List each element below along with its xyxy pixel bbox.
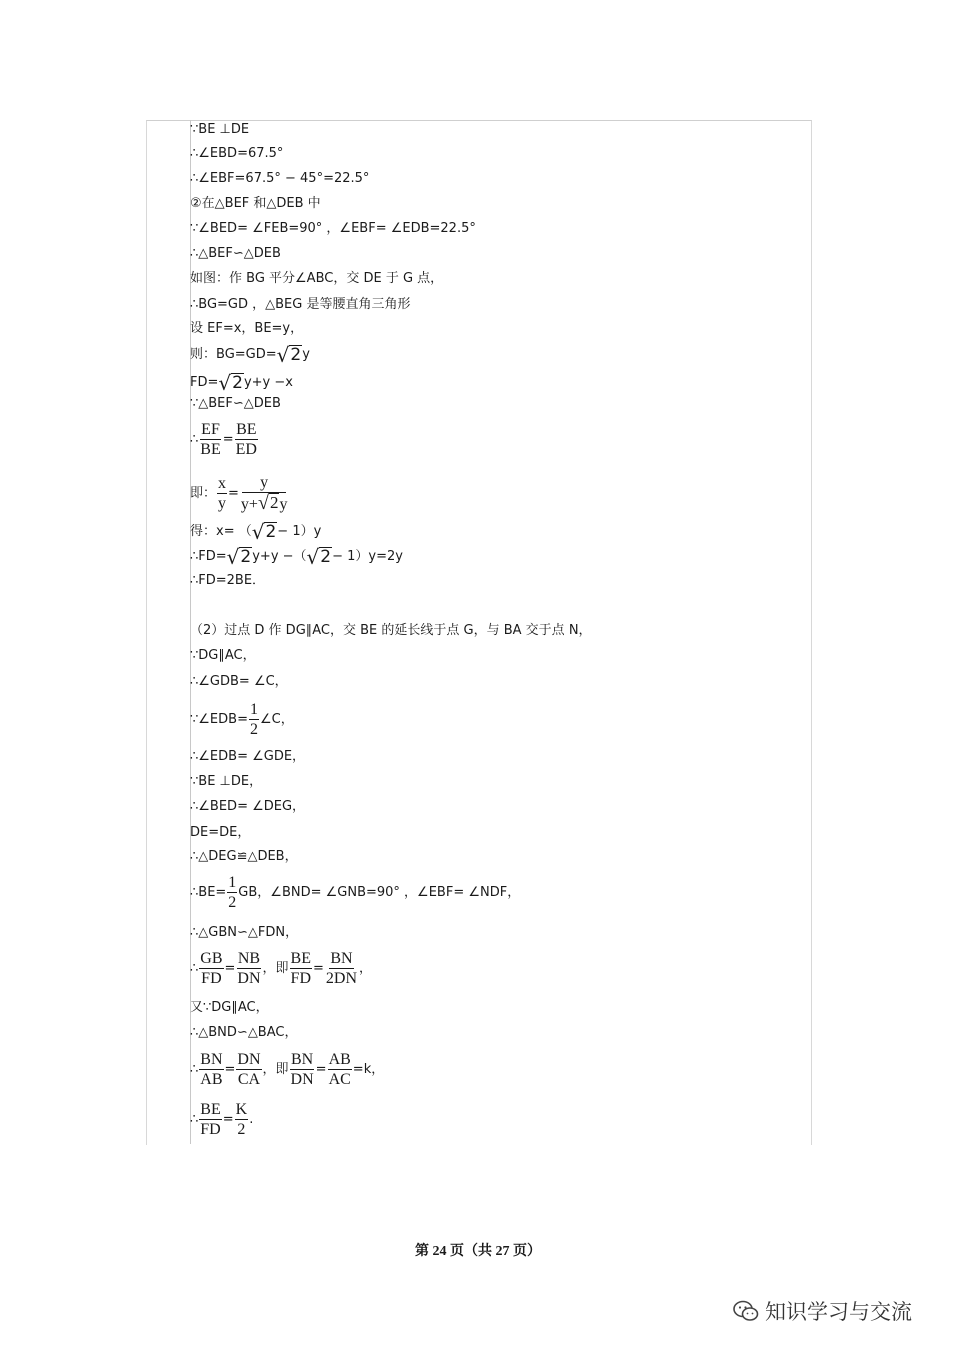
text-line	[190, 320, 303, 338]
line-text: .	[249, 1111, 254, 1127]
line-text: ∴	[190, 1061, 199, 1077]
radicand: 2	[269, 493, 279, 512]
text-line	[190, 622, 592, 640]
line-text: ∴∠EBF=67.5° − 45°=22.5°	[190, 171, 370, 186]
line-text: − 1）y=2y	[332, 548, 403, 564]
equals-sign: =	[222, 431, 234, 447]
line-text: ∴△DEG≌△DEB，	[190, 849, 298, 864]
sqrt-expression: √ 2	[276, 343, 302, 367]
numerator: AB	[328, 1051, 351, 1068]
numerator: NB	[237, 950, 261, 967]
text-line	[190, 572, 265, 590]
fraction	[236, 949, 261, 988]
radicand: 2	[290, 345, 302, 365]
numerator: BE	[200, 1101, 221, 1118]
fraction	[240, 473, 289, 514]
radicand: 2	[240, 547, 252, 567]
fraction	[328, 1050, 352, 1089]
equals-sign: =	[228, 485, 239, 501]
line-text: y+y −（	[252, 548, 307, 564]
equals-sign: =	[222, 1111, 234, 1127]
numerator: BN	[200, 1051, 223, 1068]
line-text: 如图：作 BG 平分∠ABC，交 DE 于 G 点，	[190, 271, 444, 286]
fraction	[290, 1050, 315, 1089]
denominator: 2	[237, 1121, 246, 1138]
fraction	[235, 420, 258, 459]
watermark	[733, 1296, 912, 1326]
text-line	[190, 848, 298, 866]
text-line	[190, 700, 294, 739]
denominator-part: y	[279, 496, 288, 513]
denominator-part: y+	[240, 496, 258, 513]
line-text: =k，	[352, 1061, 385, 1077]
line-text: ，即	[262, 960, 289, 976]
text-line	[190, 371, 293, 395]
page-footer: 第 24 页（共 27 页）	[415, 1244, 541, 1259]
fraction	[199, 1100, 221, 1139]
numerator: EF	[201, 421, 220, 438]
line-text: ∴∠EBD=67.5°	[190, 146, 284, 161]
radicand: 2	[232, 373, 243, 393]
line-text: ∴	[190, 431, 199, 447]
text-line	[190, 145, 283, 163]
denominator: FD	[200, 1121, 221, 1138]
fraction	[325, 949, 358, 988]
fraction	[236, 1050, 261, 1089]
text-line	[190, 296, 410, 314]
line-text: ∴△GBN∽△FDN，	[190, 925, 299, 940]
line-text: ∴∠GDB= ∠C，	[190, 674, 288, 689]
sqrt-expression: √ 2	[257, 492, 279, 514]
denominator	[240, 493, 289, 514]
fraction	[227, 873, 237, 912]
equals-sign: =	[224, 960, 236, 976]
equals-sign: =	[224, 1061, 236, 1077]
line-text: FD=	[190, 374, 219, 390]
line-text: y	[302, 346, 310, 362]
equals-sign: =	[313, 960, 324, 976]
line-text: ∵∠BED= ∠FEB=90° ，∠EBF= ∠EDB=22.5°	[190, 221, 476, 236]
fraction	[290, 949, 312, 988]
numerator: BE	[290, 950, 311, 967]
denominator: AB	[200, 1071, 223, 1088]
line-text: ，	[359, 960, 373, 976]
numerator: BE	[236, 421, 257, 438]
line-text: ∴△BEF∽△DEB	[190, 246, 281, 261]
watermark-text: 知识学习与交流	[765, 1300, 912, 1324]
line-text: 又∵DG∥AC，	[190, 1000, 269, 1015]
line-text: ∵BE ⊥DE	[190, 122, 250, 137]
line-text: （2）过点 D 作 DG∥AC，交 BE 的延长线于点 G，与 BA 交于点 N，	[190, 623, 592, 638]
numerator: DN	[237, 1051, 261, 1068]
text-line	[190, 343, 310, 367]
text-line	[190, 245, 281, 263]
denominator: y	[218, 495, 227, 512]
numerator: 1	[249, 701, 258, 718]
line-text: ∴FD=	[190, 548, 227, 564]
text-line	[190, 824, 250, 842]
fraction	[235, 1100, 249, 1139]
numerator: x	[218, 475, 227, 492]
fraction	[199, 420, 221, 459]
line-text: 设 EF=x，BE=y，	[190, 321, 304, 336]
line-text: ，即	[262, 1061, 289, 1077]
text-line	[190, 170, 369, 188]
denominator: 2	[228, 894, 237, 911]
line-text: ∴BE=	[190, 884, 227, 900]
numerator: BN	[290, 1051, 314, 1068]
text-line	[190, 798, 305, 816]
line-text: DE=DE，	[190, 825, 251, 840]
line-text: ∵BE ⊥DE，	[190, 774, 263, 789]
radicand: 2	[265, 522, 277, 542]
sqrt-expression: √ 2	[218, 371, 243, 395]
line-text: y+y −x	[243, 374, 293, 390]
line-text: ∴FD=2BE．	[190, 573, 266, 588]
text-line	[190, 924, 298, 942]
text-line	[190, 949, 372, 988]
line-text: ∠C，	[259, 711, 294, 727]
line-text: ∵DG∥AC，	[190, 648, 256, 663]
equals-sign: =	[315, 1061, 327, 1077]
numerator: BN	[330, 950, 353, 967]
denominator: BE	[200, 441, 221, 458]
fraction	[217, 474, 227, 513]
text-line	[190, 999, 269, 1017]
wechat-icon	[733, 1300, 759, 1322]
text-line	[190, 545, 403, 569]
text-line	[190, 220, 476, 238]
numerator: 1	[228, 874, 237, 891]
radicand: 2	[320, 547, 332, 567]
text-line	[190, 647, 256, 665]
line-text: ∴BG=GD ，△BEG 是等腰直角三角形	[190, 297, 411, 312]
line-text: ∴△BND∽△BAC，	[190, 1025, 298, 1040]
text-line	[190, 773, 262, 791]
text-line	[190, 673, 288, 691]
sqrt-expression: √ 2	[306, 545, 332, 569]
text-line	[190, 420, 259, 459]
fraction	[199, 1050, 223, 1089]
line-text: ∴	[190, 1111, 199, 1127]
text-line	[190, 1100, 253, 1139]
line-text: ∴∠BED= ∠DEG，	[190, 799, 306, 814]
numerator: y	[242, 473, 286, 493]
numerator: K	[235, 1101, 248, 1118]
denominator: AC	[328, 1071, 351, 1088]
denominator: DN	[290, 1071, 314, 1088]
fraction	[199, 949, 223, 988]
line-text: ∴∠EDB= ∠GDE，	[190, 749, 306, 764]
denominator: 2	[249, 721, 258, 738]
line-text: GB，∠BND= ∠GNB=90° ，∠EBF= ∠NDF，	[238, 884, 521, 900]
denominator: CA	[237, 1071, 261, 1088]
text-line	[190, 473, 289, 514]
line-text: 则：BG=GD=	[190, 346, 277, 362]
text-line	[190, 270, 443, 288]
line-text: ∴	[190, 960, 199, 976]
denominator: FD	[201, 970, 222, 987]
line-text: 即：	[190, 485, 217, 501]
text-line	[190, 520, 322, 544]
sqrt-expression: √ 2	[226, 545, 252, 569]
denominator: ED	[235, 441, 257, 458]
text-line	[190, 1050, 384, 1089]
text-line	[190, 395, 281, 413]
text-line	[190, 748, 305, 766]
text-line	[190, 121, 249, 139]
sqrt-expression: √ 2	[251, 520, 277, 544]
denominator: FD	[290, 970, 311, 987]
denominator: 2DN	[325, 970, 358, 987]
line-text: ∵∠EDB=	[190, 711, 248, 727]
denominator: DN	[237, 970, 261, 987]
text-line	[190, 195, 321, 213]
line-text: − 1）y	[277, 523, 322, 539]
line-text: ②在△BEF 和△DEB 中	[190, 196, 321, 211]
numerator: GB	[200, 950, 223, 967]
line-text: ∵△BEF∽△DEB	[190, 396, 281, 411]
fraction	[249, 700, 259, 739]
text-line	[190, 1024, 297, 1042]
line-text: 得：x= （	[190, 523, 252, 539]
text-line	[190, 873, 520, 912]
